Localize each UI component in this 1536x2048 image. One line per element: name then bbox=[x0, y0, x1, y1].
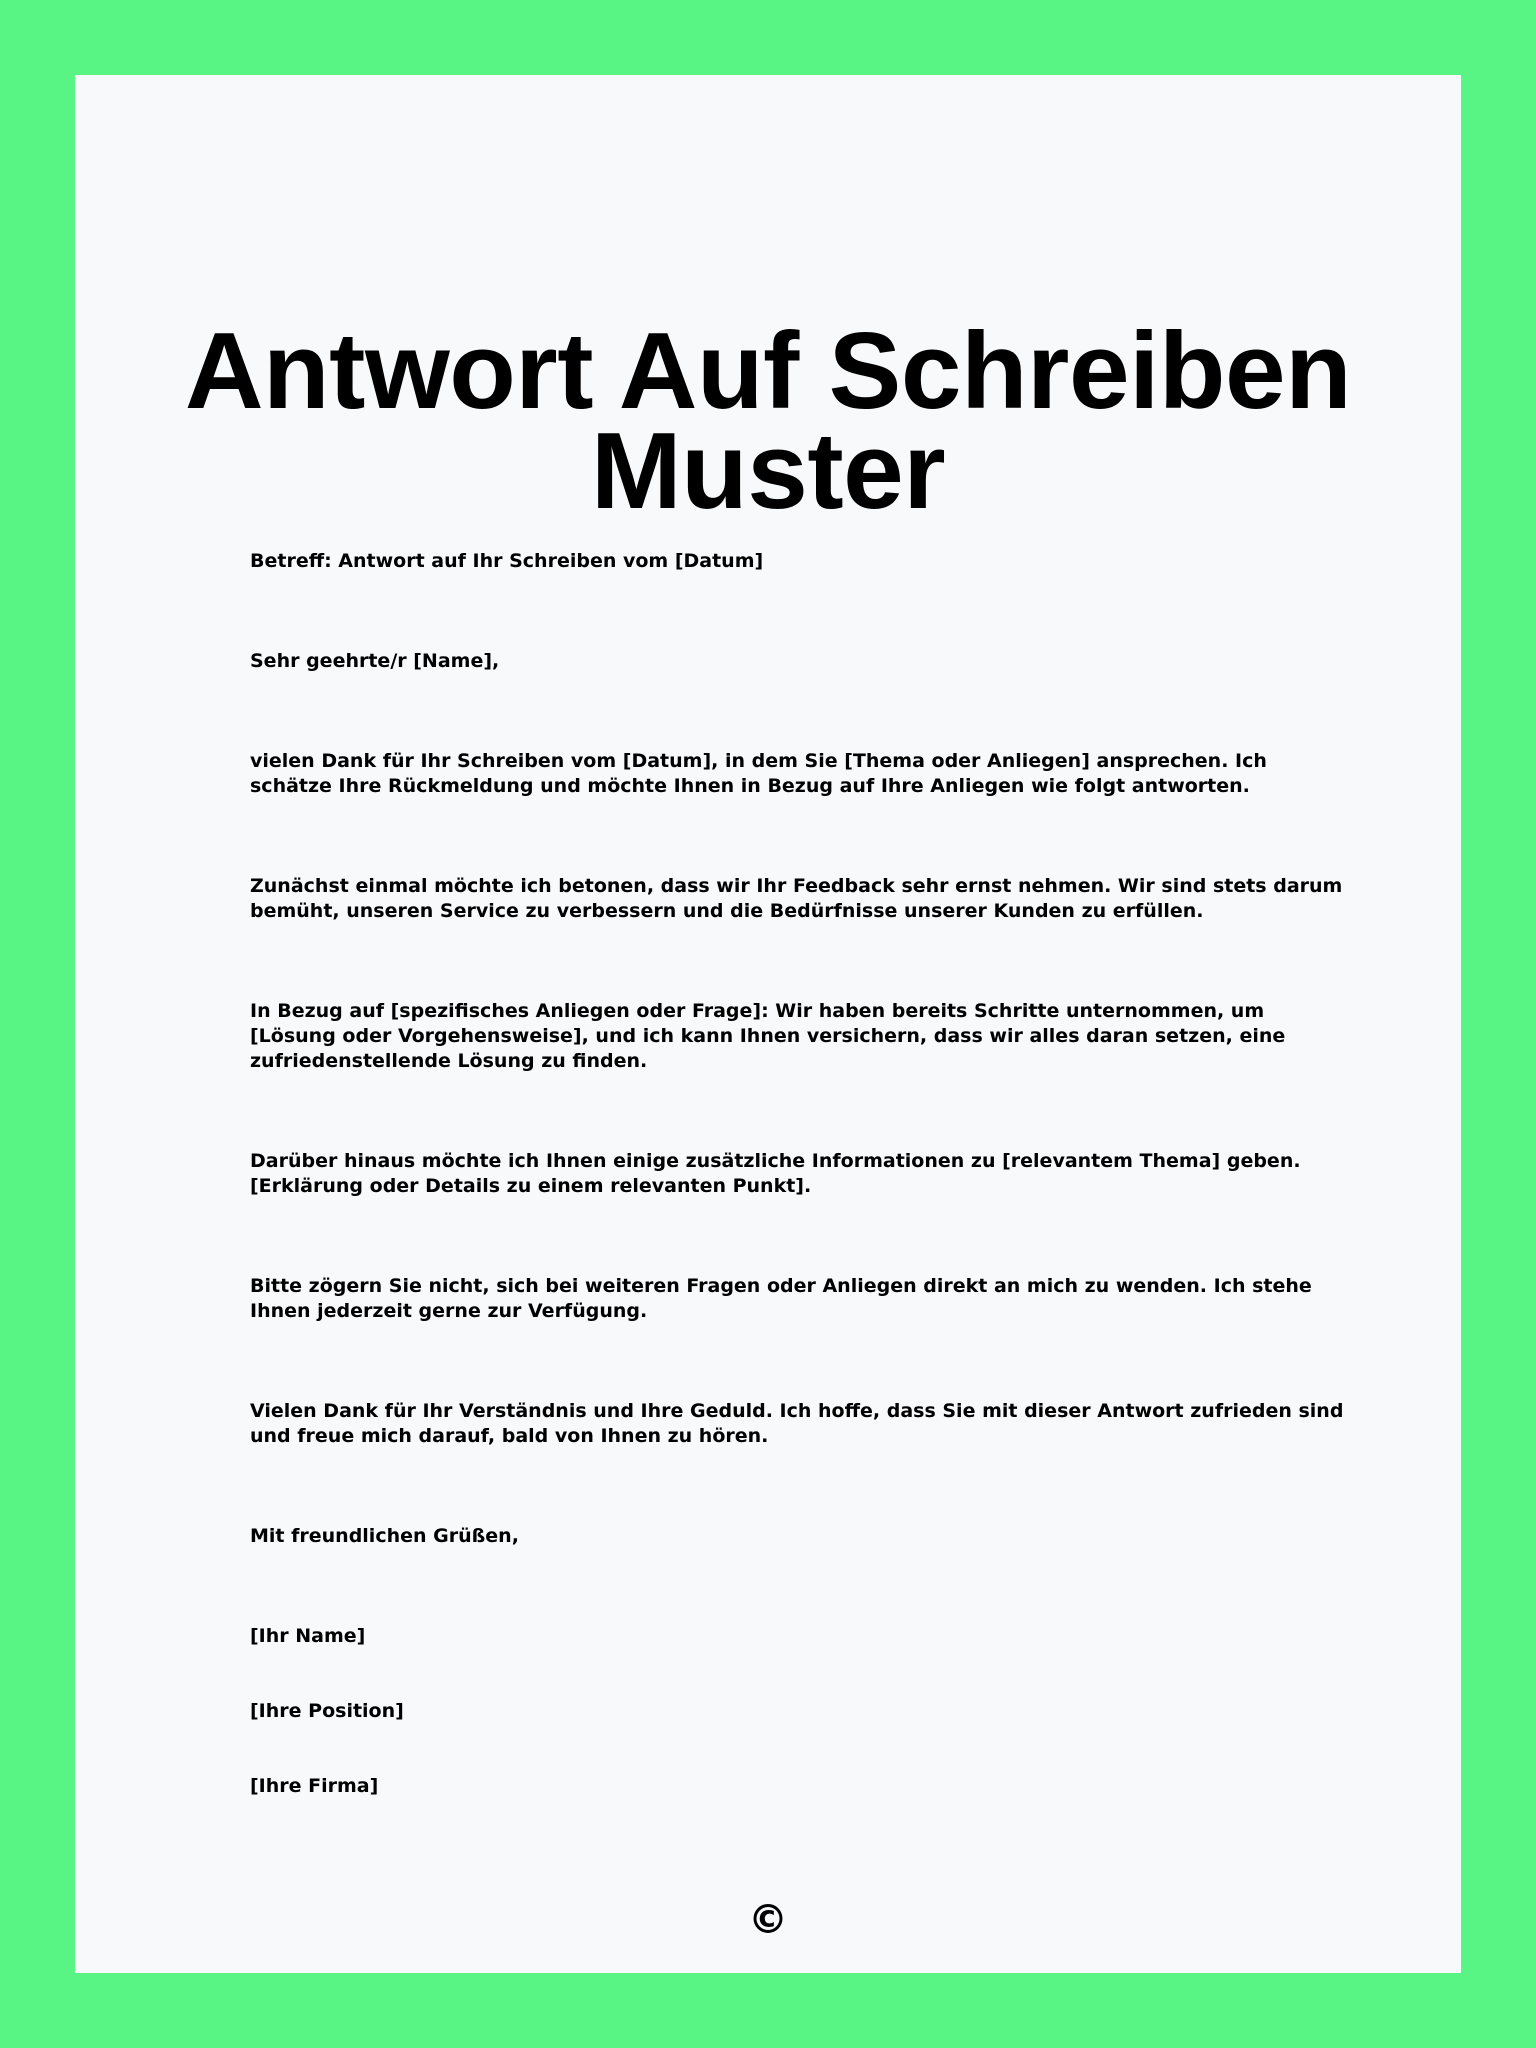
document-sheet bbox=[75, 75, 1461, 1973]
signature-company: [Ihre Firma] bbox=[250, 1775, 379, 1797]
paragraph-intro: vielen Dank für Ihr Schreiben vom [Datum], in dem Sie [Thema oder Anliegen] ansprechen. Ich schätze Ihre Rückmeldung und möchte Ihnen in Bezug auf Ihre Anliegen wie folgt antworten. bbox=[250, 750, 1267, 797]
copyright-icon: © bbox=[748, 1897, 788, 1943]
paragraph-feedback: Zunächst einmal möchte ich betonen, dass wir Ihr Feedback sehr ernst nehmen. Wir sind stets darum bemüht, unseren Service zu verbessern und die Bedürfnisse unserer Kunden zu erfüllen. bbox=[250, 875, 1343, 922]
paragraph-contact: Bitte zögern Sie nicht, sich bei weiteren Fragen oder Anliegen direkt an mich zu wenden. Ich stehe Ihnen jederzeit gerne zur Verfügung. bbox=[250, 1275, 1312, 1322]
paragraph-additional-info: Darüber hinaus möchte ich Ihnen einige zusätzliche Informationen zu [relevantem Thema] geben. [Erklärung oder Details zu einem relevanten Punkt]. bbox=[250, 1150, 1301, 1197]
signature-position: [Ihre Position] bbox=[250, 1700, 404, 1722]
salutation: Sehr geehrte/r [Name], bbox=[250, 650, 500, 672]
paragraph-specific-concern: In Bezug auf [spezifisches Anliegen oder Frage]: Wir haben bereits Schritte unternommen, um [Lösung oder Vorgehensweise], und ich kann Ihnen versichern, dass wir alles daran setzen, eine zufriedenstellende Lösung zu finden. bbox=[250, 1000, 1286, 1072]
paragraph-thanks: Vielen Dank für Ihr Verständnis und Ihre Geduld. Ich hoffe, dass Sie mit dieser Antwort zufrieden sind und freue mich darauf, bald von Ihnen zu hören. bbox=[250, 1400, 1344, 1447]
signature-name: [Ihr Name] bbox=[250, 1625, 366, 1647]
document-title: Antwort Auf Schreiben Muster bbox=[184, 310, 1352, 532]
subject-line: Betreff: Antwort auf Ihr Schreiben vom [Datum] bbox=[250, 550, 764, 572]
closing-line: Mit freundlichen Grüßen, bbox=[250, 1525, 519, 1547]
